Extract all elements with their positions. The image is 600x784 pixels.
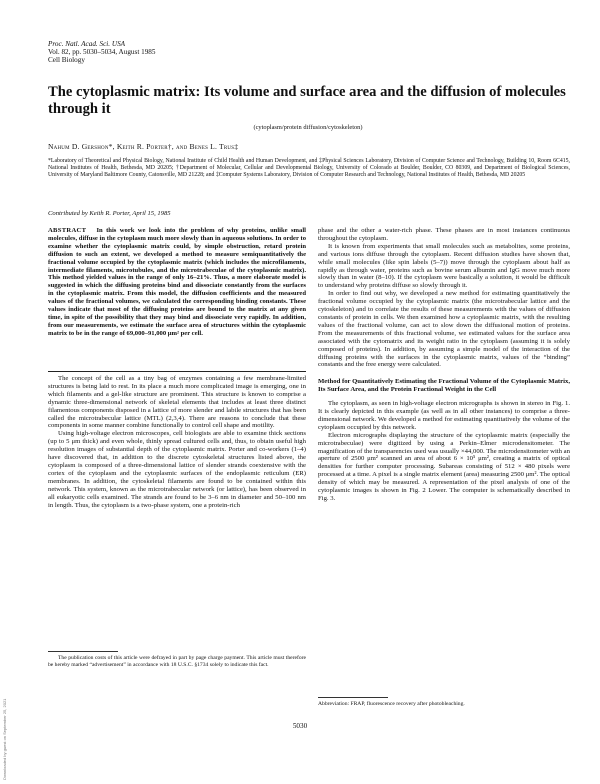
footnote-rule: [48, 651, 118, 652]
body-paragraph: phase and the other a water-rich phase. These phases are in most instances continuous throughout the cytoplasm.: [318, 227, 570, 242]
abstract-rule: [48, 371, 306, 372]
contributed-by: Contributed by Keith R. Porter, April 15, 1985: [48, 210, 171, 217]
journal-name: Proc. Natl. Acad. Sci. USA: [48, 40, 126, 48]
abstract-text: In this work we look into the problem of why proteins, unlike small molecules, diffuse in the cytoplasm much more slowly than in aqueous solutions. In order to examine whether the cytoplasmic matrix could, by simple obstruction, retard protein diffusion to such an extent, we developed a method to measure semiquantitatively the fractional volume occupied by the cytoplasmic matrix (which includes the microfilaments, intermediate filaments, microtubules, and the microtrabeculae of the cytoplasmic matrix). This method yielded values in the range of only 16–21%. Thus, a more elaborate model is suggested in which the diffusing proteins bind and dissociate constantly from the surfaces in the cytoplasmic matrix. From this model, the diffusion coefficients and the measured values of the fractional volumes, we calculated the corresponding binding constants. These values indicate that most of the diffusing proteins are bound to the matrix at any given time, in spite of the possibility that they may bind and dissociate very rapidly. In addition, from our measurements, we estimate the surface area of structures within the cytoplasmic matrix to be in the range of 69,000–91,000 μm² per cell.: [48, 227, 306, 337]
abstract: [48, 227, 306, 338]
journal-header: [48, 40, 288, 65]
right-column: [318, 227, 570, 503]
download-watermark: Downloaded by guest on September 25, 2021: [2, 698, 7, 780]
article-title: The cytoplasmic matrix: Its volume and surface area and the diffusion of molecules through it: [48, 84, 566, 117]
body-paragraph: The cytoplasm, as seen in high-voltage electron micrographs is shown in stereo in Fig. 1. It is clearly depicted in this example (as well as in all other instances) to comprise a three-dimensional network. We developed a method for estimating quantitatively the volume of the cytoplasm occupied by this network.: [318, 400, 570, 431]
footnote-text: The publication costs of this article were defrayed in part by page charge payment. This article must therefore be hereby marked “advertisement” in accordance with 18 U.S.C. §1734 solely to indicate this fact.: [48, 655, 306, 668]
body-paragraph: Using high-voltage electron microscopes, cell biologists are able to examine thick sections (up to 5 μm thick) and even whole, thinly spread cultured cells and, thus, to obtain useful high resolution images of substantial depth of the cytoplasmic matrix. Porter and co-workers (1–4) have discovered that, in addition to the discrete cytoskeletal structures listed above, the cytoplasm is composed of a three-dimensional lattice of slender strands coextensive with the cortex of the cytoplasm and the cytoplasmic surfaces of the endoplasmic reticulum (ER) membranes. In addition, the cytoskeletal filaments are found to be contained within this network. This system, known as the microtrabecular network (or lattice), has been observed in all eukaryotic cells examined. The strands are found to be 3–6 nm in diameter and 50–100 nm in length. Thus, the cytoplasm is a two-phase system, one a protein-rich: [48, 430, 306, 509]
body-paragraph: Electron micrographs displaying the structure of the cytoplasmic matrix (especially the microtrabeculae) were digitized by using a Perkin–Elmer microdensitometer. The magnification of the transparencies used was usually ×44,000. The microdensitometer with an aperture of 2500 μm² scanned an area of about 6 × 10⁵ μm², creating a matrix of optical densities for further computer processing. Subareas consisting of 512 × 480 pixels were processed at a time. A pixel is a single matrix element (area) measuring 2500 μm². The optical density of which may be measured. A representation of the pixel analysis of one of the cytoplasmic images is shown in Fig. 2 Lower. The computer is schematically described in Fig. 3.: [318, 431, 570, 502]
body-paragraph: The concept of the cell as a tiny bag of enzymes containing a few membrane-limited structures is being laid to rest. In its place a much more complicated image is emerging, one in which filaments and a gel-like structure are prominent. This structure is known to comprise a dynamic three-dimensional network of skeletal elements that includes at least three distinct filamentous components disposed in a lattice of more slender and labile structures that has been called the microtrabecular lattice (MTL) (2,3,4). There are reasons to conclude that these components in some manner combine functionally to control cell shape and motility.: [48, 375, 306, 430]
journal-volume: Vol. 82, pp. 5030–5034, August 1985: [48, 48, 156, 57]
journal-section: Cell Biology: [48, 56, 85, 65]
abbreviation-rule: [318, 697, 388, 698]
body-paragraph: In order to find out why, we developed a new method for estimating quantitatively the fractional volume occupied by the cytoplasmic matrix (the microtrabecular lattice and the cytoskeleton) and to correlate the results of these measurements with the values of diffusion constants of protein in cells. We then examined how a cytoplasmic matrix, with the resulting values of the fractional volume, can act to slow down the diffusional motion of proteins. From the measurements of this fractional volume, we estimated values for the surface area associated with the cytomatrix and its weight ratio in the cytoplasm (assuming it is solely composed of proteins). In addition, by assuming a simple model of the interaction of the diffusing proteins with the surfaces in the cytoplasmic matrix, values of the “binding” constants and the free energy were calculated.: [318, 290, 570, 369]
affiliations: *Laboratory of Theoretical and Physical Biology, National Institute of Child Health and Human Development, and ‡Physical Sciences Laboratory, Division of Computer Science and Technology, Building 10, Room 6C415, National Institutes of Health, Bethesda, MD 20205; †Department of Molecular, Cellular and Developmental Biology, University of Colorado at Boulder, Boulder, CO 80309, and Department of Biological Sciences, University of Maryland Baltimore County, Catonsville, MD 21228; and ‡Computer Systems Laboratory, Division of Computer Research and Technology, National Institutes of Health, Bethesda, MD 20205: [48, 158, 570, 179]
body-paragraph: It is known from experiments that small molecules such as metabolites, some proteins, and various ions diffuse through the cytoplasm. Recent diffusion studies have shown that, while small molecules (like spin labels (5–7)) move through the cytoplasm about half as rapidly as through water, proteins such as bovine serum albumin and IgG move much more slowly than in water (8–10). If the cytoplasm were basically a solution, it would be difficult to understand why proteins diffuse so slowly through it.: [318, 242, 570, 290]
abstract-label: ABSTRACT: [48, 227, 87, 234]
publication-footnote: [48, 655, 306, 669]
page-number: 5030: [292, 722, 308, 730]
abbreviation-note: Abbreviation: FRAP, fluorescence recovery after photobleaching.: [318, 701, 465, 707]
section-heading: Method for Quantitatively Estimating the Fractional Volume of the Cytoplasmic Matrix, Its Surface Area, and the Protein Fractional Weight in the Cell: [318, 378, 570, 394]
keywords: (cytoplasm/protein diffusion/cytoskeleton): [253, 124, 363, 131]
left-column: [48, 375, 306, 509]
author-list: Nahum D. Gershon*, Keith R. Porter†, and Benes L. Trus‡: [48, 142, 239, 151]
